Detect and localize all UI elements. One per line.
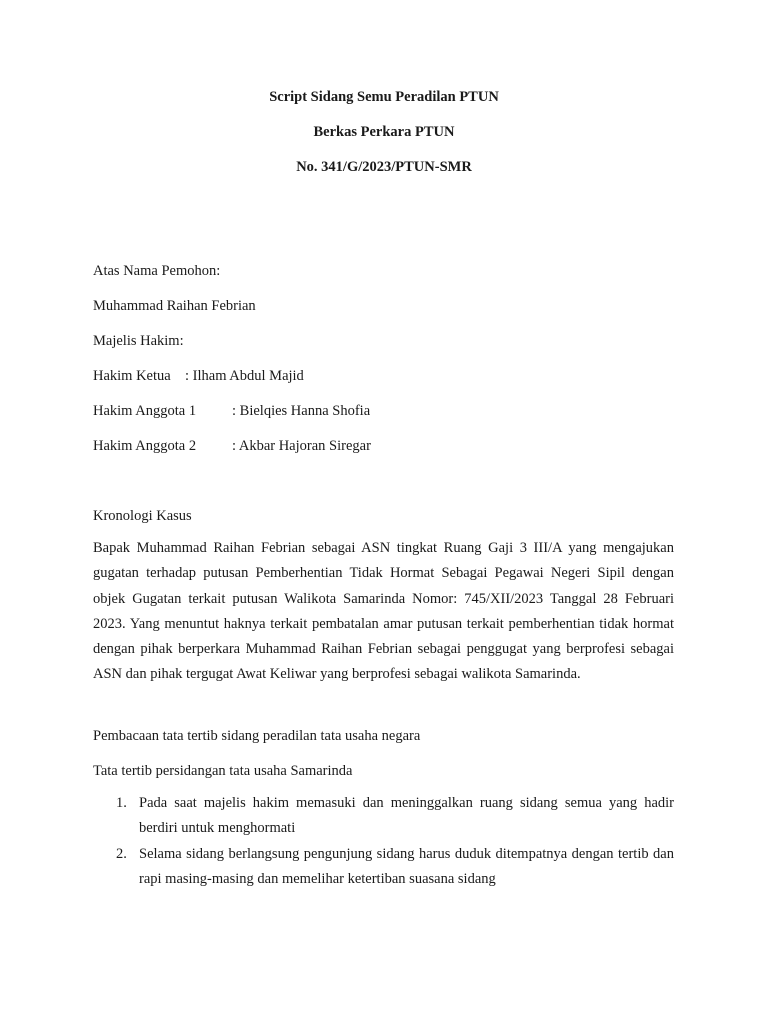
judge-row-member-1 (93, 402, 370, 420)
document-subtitle: Berkas Perkara PTUN (313, 124, 455, 140)
chronology-paragraph: Bapak Muhammad Raihan Febrian sebagai ASN tingkat Ruang Gaji 3 III/A yang mengajukan gugatan terhadap putusan Pemberhentian Tidak Hormat Sebagai Pegawai Negeri Sipil dengan objek Gugatan terkait putusan Walikota Samarinda Nomor: 745/XII/2023 Tanggal 28 Februari 2023. Yang menuntut haknya terkait pembatalan amar putusan terkait pemberhentian tidak hormat dengan pihak berperkara Muhammad Raihan Febrian sebagai penggugat yang berprofesi sebagai ASN dan pihak tergugat Awat Keliwar yang berprofesi sebagai walikota Samarinda. (93, 540, 674, 683)
judge-row-member-2 (93, 437, 371, 455)
rules-reading-line: Pembacaan tata tertib sidang peradilan tata usaha negara (93, 728, 421, 744)
chronology-heading: Kronologi Kasus (93, 508, 192, 524)
judge-role: Hakim Ketua (93, 368, 171, 384)
applicant-label: Atas Nama Pemohon: (93, 263, 221, 279)
rules-list (93, 791, 674, 892)
document-title: Script Sidang Semu Peradilan PTUN (269, 89, 499, 105)
judge-role: Hakim Anggota 1 (93, 403, 197, 419)
judge-role: Hakim Anggota 2 (93, 438, 197, 454)
list-item (93, 791, 674, 842)
list-number: 2. (116, 845, 127, 862)
list-item (93, 842, 674, 893)
judge-row-chair (93, 367, 304, 385)
list-text: Pada saat majelis hakim memasuki dan meninggalkan ruang sidang semua yang hadir berdiri untuk menghormati (139, 795, 674, 837)
applicant-name: Muhammad Raihan Febrian (93, 298, 256, 314)
list-text: Selama sidang berlangsung pengunjung sidang harus duduk ditempatnya dengan tertib dan rapi masing-masing dan memelihar ketertiban suasana sidang (139, 845, 674, 887)
list-number: 1. (116, 795, 127, 811)
case-number: No. 341/G/2023/PTUN-SMR (296, 159, 472, 175)
judge-name: : Akbar Hajoran Siregar (232, 438, 371, 454)
judge-name: : Ilham Abdul Majid (185, 368, 304, 384)
rules-heading: Tata tertib persidangan tata usaha Samarinda (93, 763, 353, 779)
judges-label: Majelis Hakim: (93, 333, 184, 349)
judge-name: : Bielqies Hanna Shofia (232, 403, 371, 419)
